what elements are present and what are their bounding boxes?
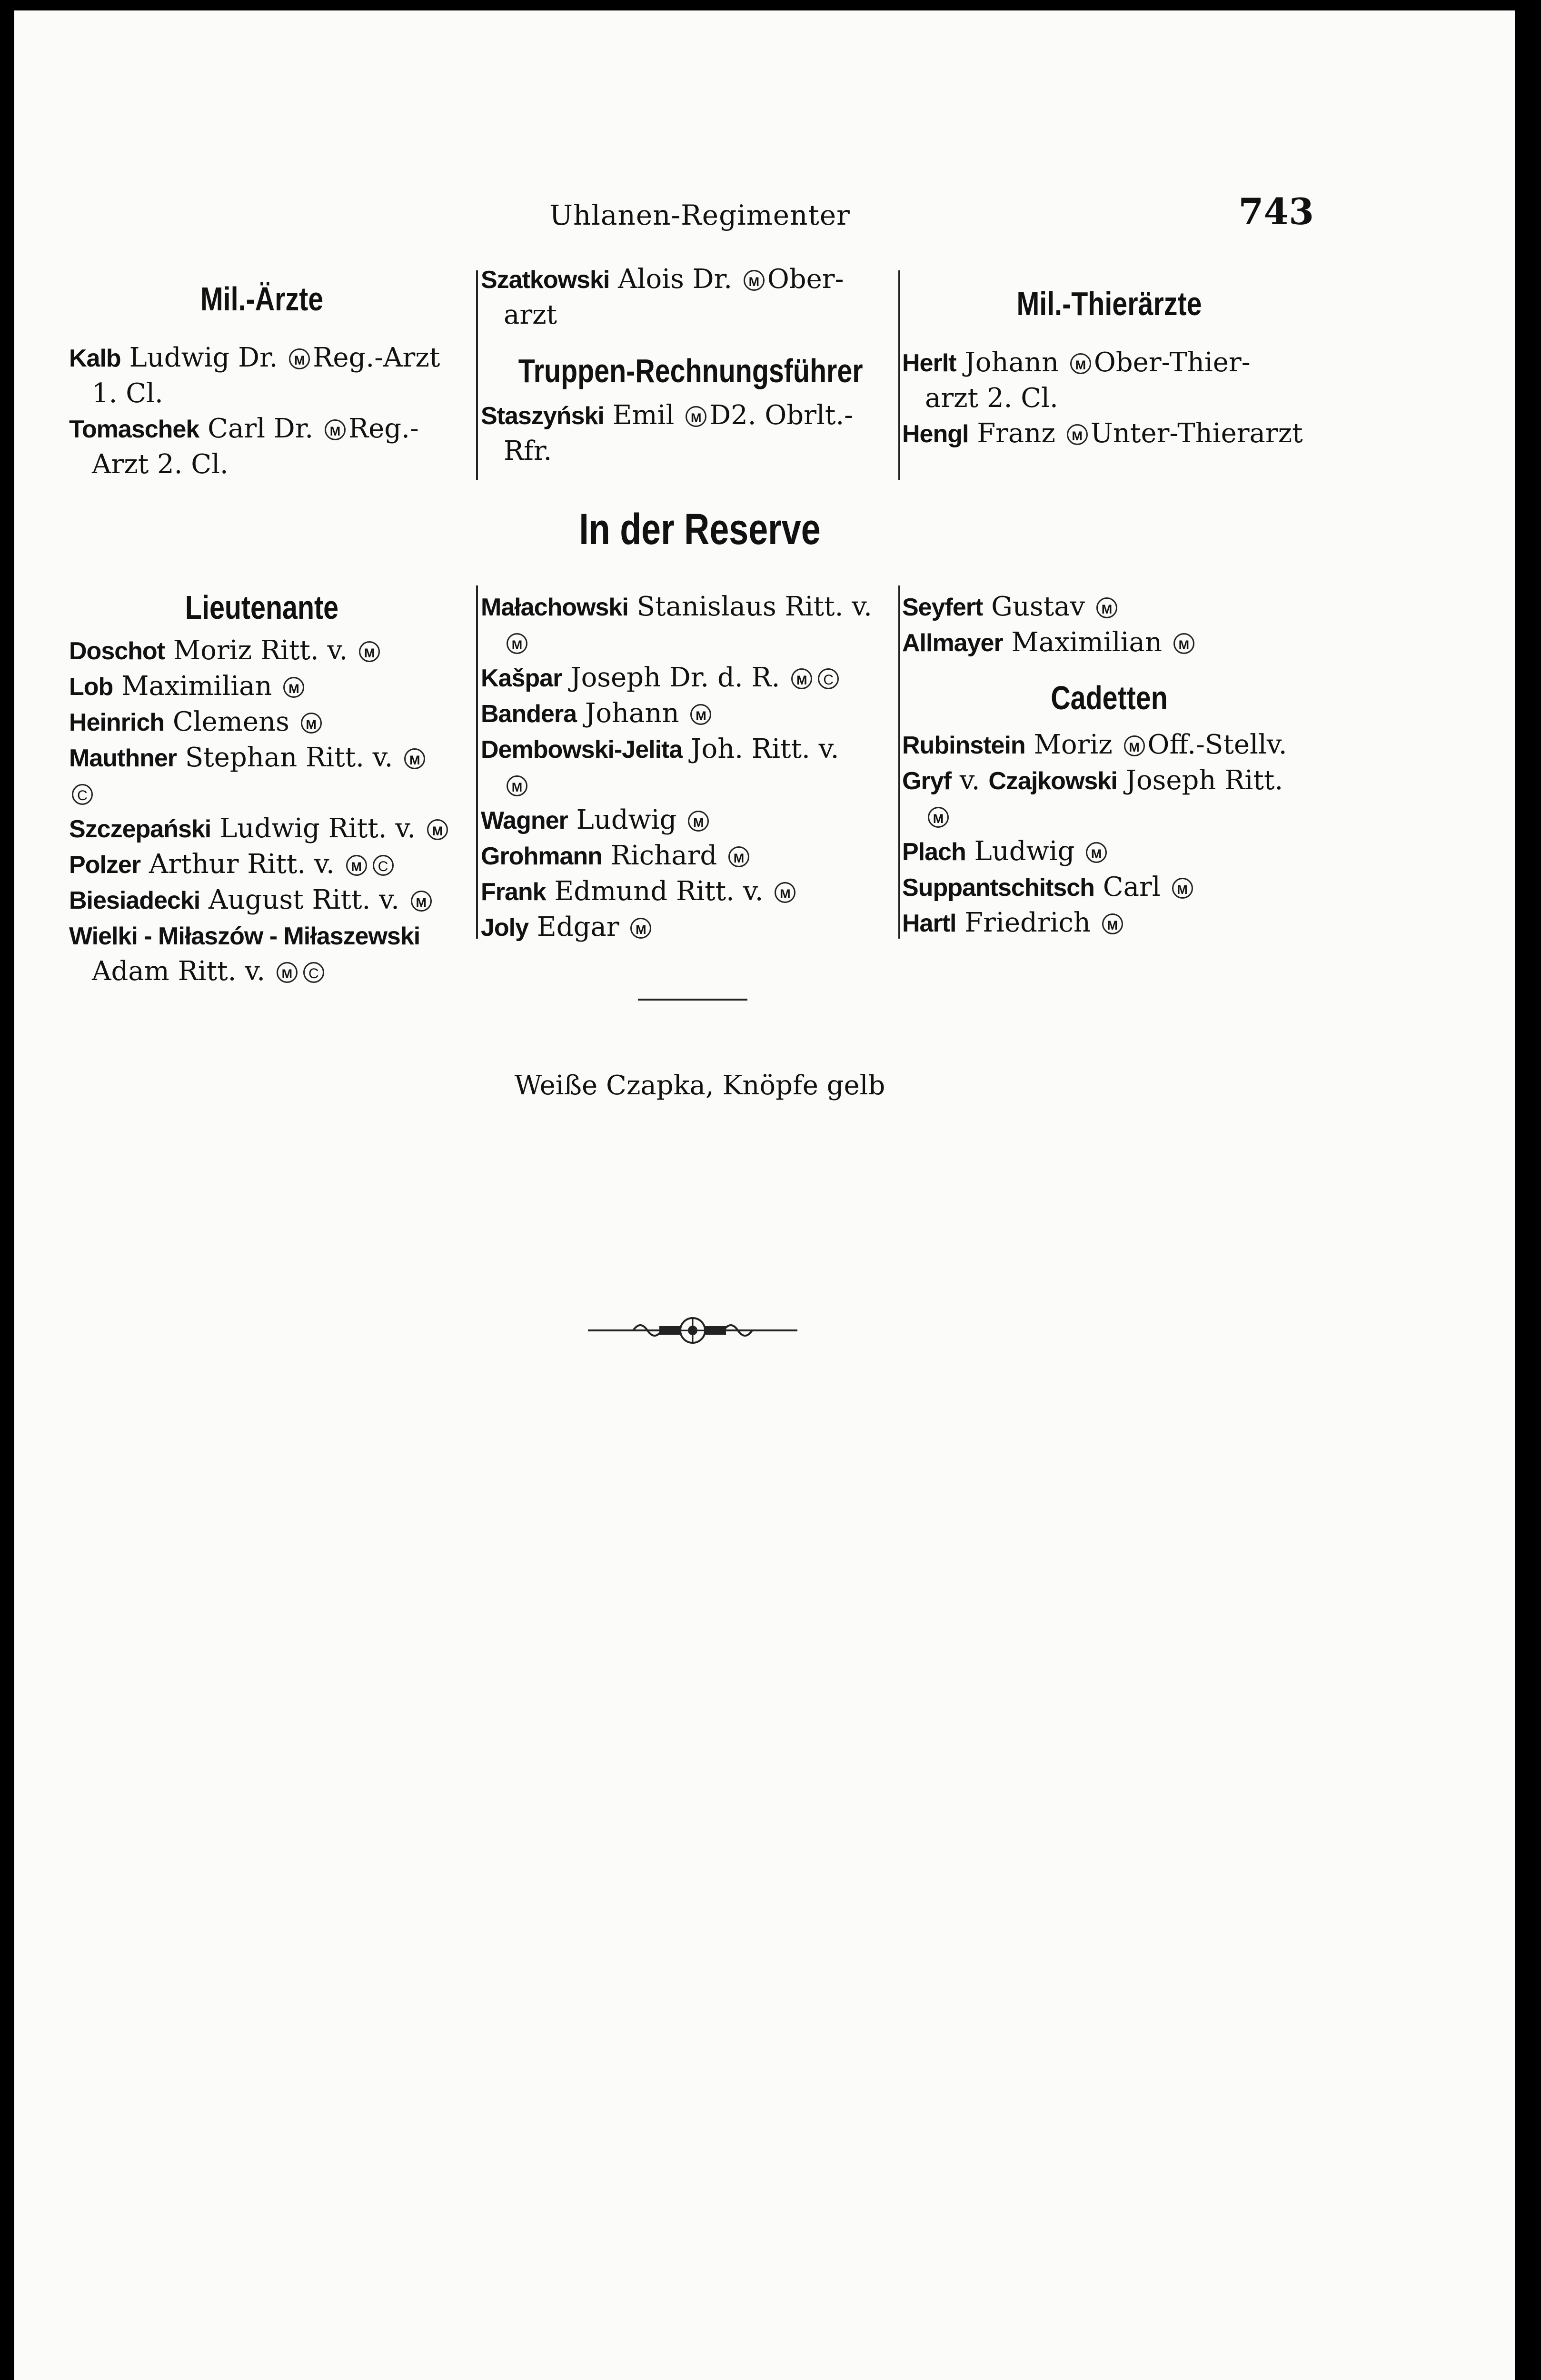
- running-head: Uhlanen-Regimenter: [549, 199, 850, 231]
- person-details: Arthur Ritt. v.: [149, 849, 335, 880]
- person-details: v.: [959, 765, 980, 796]
- entry-row: [69, 883, 455, 918]
- merit-mark-icon: M: [690, 704, 711, 725]
- person-surname: Małachowski: [481, 594, 628, 621]
- continuation-line: [481, 298, 897, 333]
- merit-mark-icon: M: [404, 748, 425, 769]
- entry-row: [69, 918, 455, 989]
- section-heading: Mil.-Thierärzte: [1016, 285, 1202, 322]
- continuation-text: Rfr.: [504, 436, 552, 466]
- entry-row: [481, 262, 897, 333]
- section-mil-aerzte: [69, 281, 455, 482]
- person-details: August Ritt. v.: [209, 884, 399, 915]
- person-surname: Heinrich: [69, 709, 165, 736]
- person-details: Johann: [964, 347, 1059, 378]
- person-details: Joseph Ritt.: [1125, 765, 1283, 796]
- entry-list: [902, 727, 1316, 941]
- entry-list: [69, 340, 455, 482]
- person-surname: Wagner: [481, 807, 568, 834]
- entry-row: [902, 834, 1316, 870]
- entry-row: [481, 803, 897, 838]
- person-surname: Allmayer: [902, 629, 1003, 657]
- entry-row: [481, 910, 897, 945]
- section-heading: Truppen-Rechnungsführer: [518, 352, 863, 389]
- entry-row: [902, 763, 1316, 834]
- merit-mark-icon: M: [1102, 913, 1123, 934]
- column-divider-bottom-left: [476, 585, 478, 939]
- person-surname: Szatkowski: [481, 266, 610, 294]
- person-details: Ludwig Ritt. v.: [219, 813, 416, 844]
- person-surname: Hengl: [902, 420, 969, 448]
- merit-mark-icon: M: [346, 855, 367, 876]
- continuation-line: [902, 381, 1316, 416]
- entry-row: [481, 732, 897, 803]
- merit-mark-icon: M: [775, 882, 795, 903]
- entry-row: [69, 704, 455, 740]
- person-details: Alois Dr.: [618, 264, 732, 295]
- person-details: Emil: [612, 400, 675, 431]
- continuation-text: arzt: [504, 299, 557, 330]
- person-details: Joseph Dr. d. R.: [570, 662, 780, 693]
- person-surname: Doschot: [69, 637, 165, 665]
- entry-row: [481, 874, 897, 910]
- merit-mark-icon: M: [630, 918, 651, 939]
- merit-mark-icon: M: [1172, 878, 1193, 899]
- person-surname: Wielki - Miłaszów - Miłaszewski: [69, 922, 420, 950]
- entry-row: [902, 589, 1316, 625]
- merit-mark-icon: M: [1086, 842, 1107, 863]
- column-divider-top-right: [898, 270, 900, 480]
- merit-mark-icon: M: [791, 668, 812, 689]
- person-surname: Bandera: [481, 700, 577, 728]
- merit-mark-icon: M: [928, 807, 949, 828]
- continuation-line: [481, 767, 897, 803]
- merit-mark-icon: M: [688, 811, 709, 832]
- person-surname: Frank: [481, 878, 546, 906]
- person-details: Ludwig Dr.: [129, 342, 278, 373]
- person-surname: Gryf: [902, 767, 951, 795]
- rank-text: Unter-Thierarzt: [1090, 418, 1303, 449]
- person-surname: Seyfert: [902, 594, 983, 621]
- entry-list: [481, 398, 897, 469]
- section-end-rule: [638, 999, 747, 1001]
- entry-list: [902, 589, 1316, 661]
- entry-row: [69, 633, 455, 669]
- section-heading: Cadetten: [1051, 679, 1168, 716]
- entry-row: [69, 740, 455, 811]
- merit-mark-icon: M: [507, 633, 527, 654]
- person-surname: Lob: [69, 673, 113, 701]
- entry-row: [69, 340, 455, 411]
- entry-row: [902, 727, 1316, 763]
- person-surname: Polzer: [69, 851, 141, 879]
- rank-text: Ober-Thier-: [1094, 347, 1251, 378]
- person-details: Johann: [585, 698, 679, 729]
- person-details: Edmund Ritt. v.: [554, 876, 764, 907]
- person-details: Maximilian: [121, 671, 272, 702]
- uniform-note: Weiße Czapka, Knöpfe gelb: [514, 1070, 885, 1101]
- continuation-line: [481, 434, 897, 469]
- continuation-text: Arzt 2. Cl.: [92, 449, 229, 480]
- entry-row: [69, 411, 455, 482]
- entry-row: [481, 660, 897, 696]
- section-heading: Lieutenante: [185, 589, 339, 626]
- person-surname: Kalb: [69, 345, 121, 372]
- section-mid-top: [481, 262, 897, 469]
- entry-row: [902, 870, 1316, 905]
- continuation-text: Adam Ritt. v.: [92, 956, 266, 987]
- entry-row: [481, 398, 897, 469]
- section-lieutenante: [69, 589, 455, 989]
- rank-text: Reg.-: [348, 413, 419, 444]
- person-details: Stephan Ritt. v.: [185, 742, 393, 773]
- entry-list: [902, 345, 1316, 452]
- section-mid-reserve: [481, 589, 897, 945]
- person-surname: Grohmann: [481, 843, 602, 870]
- cross-mark-icon: C: [303, 962, 324, 983]
- person-surname: Dembowski-Jelita: [481, 736, 683, 764]
- person-surname: Hartl: [902, 910, 956, 937]
- person-details: Richard: [610, 840, 717, 871]
- continuation-line: [69, 954, 455, 989]
- merit-mark-icon: M: [411, 891, 432, 912]
- entry-row: [69, 811, 455, 847]
- entry-row: [902, 625, 1316, 661]
- column-divider-top-left: [476, 270, 478, 480]
- person-details: Stanislaus Ritt. v.: [636, 591, 872, 622]
- merit-mark-icon: M: [686, 406, 706, 427]
- entry-row: [481, 589, 897, 660]
- merit-mark-icon: M: [1067, 424, 1088, 445]
- person-surname: Plach: [902, 838, 966, 866]
- section-mil-thieraerzte: [902, 286, 1316, 452]
- merit-mark-icon: M: [1070, 353, 1091, 374]
- section-right-reserve: [902, 589, 1316, 941]
- continuation-line: [481, 625, 897, 660]
- cross-mark-icon: C: [72, 784, 93, 805]
- continuation-line: [69, 376, 455, 411]
- merit-mark-icon: M: [325, 419, 346, 440]
- person-surname: Rubinstein: [902, 732, 1025, 759]
- entry-row: [902, 905, 1316, 941]
- entry-list: [481, 589, 897, 945]
- person-details: Maximilian: [1011, 627, 1163, 658]
- rank-text: Ober-: [767, 264, 844, 295]
- page-number: 743: [1238, 190, 1314, 233]
- continuation-text: arzt 2. Cl.: [925, 383, 1058, 414]
- merit-mark-icon: M: [1173, 633, 1194, 654]
- person-surname: Biesiadecki: [69, 887, 200, 914]
- person-details: Edgar: [537, 912, 619, 942]
- merit-mark-icon: M: [1124, 735, 1145, 756]
- rank-text: D2. Obrlt.-: [709, 400, 854, 431]
- merit-mark-icon: M: [301, 713, 322, 734]
- entry-list: [69, 633, 455, 989]
- column-divider-bottom-right: [898, 585, 900, 939]
- ornamental-rule-icon: [588, 1314, 797, 1347]
- entry-row: [69, 669, 455, 704]
- continuation-line: [69, 447, 455, 482]
- person-surname: Mauthner: [69, 744, 177, 772]
- merit-mark-icon: M: [427, 819, 448, 840]
- merit-mark-icon: M: [728, 846, 749, 867]
- continuation-line: [902, 799, 1316, 834]
- merit-mark-icon: M: [744, 270, 765, 291]
- merit-mark-icon: M: [289, 348, 310, 369]
- person-details: Moriz Ritt. v.: [173, 635, 348, 666]
- person-details: Gustav: [991, 591, 1085, 622]
- person-details: Friedrich: [964, 907, 1091, 938]
- merit-mark-icon: M: [359, 641, 380, 662]
- person-surname: Staszyński: [481, 402, 604, 430]
- merit-mark-icon: M: [507, 775, 527, 796]
- rank-text: Reg.-Arzt: [313, 342, 440, 373]
- entry-row: [69, 847, 455, 883]
- merit-mark-icon: M: [277, 962, 298, 983]
- cross-mark-icon: C: [373, 855, 394, 876]
- continuation-text: 1. Cl.: [92, 378, 163, 409]
- rank-text: Off.-Stellv.: [1147, 729, 1287, 760]
- person-surname: Herlt: [902, 349, 956, 377]
- merit-mark-icon: M: [283, 677, 304, 698]
- entry-list: [481, 262, 897, 333]
- person-surname: Suppantschitsch: [902, 874, 1094, 902]
- entry-row: [481, 696, 897, 732]
- merit-mark-icon: M: [1096, 597, 1117, 618]
- reserve-heading: In der Reserve: [579, 505, 821, 554]
- entry-row: [902, 345, 1316, 416]
- person-surname: Kašpar: [481, 664, 562, 692]
- person-details: Ludwig: [576, 804, 677, 835]
- person-details: Joh. Ritt. v.: [691, 734, 839, 764]
- person-details: Ludwig: [974, 836, 1075, 867]
- entry-row: [481, 838, 897, 874]
- person-surname: Joly: [481, 914, 529, 942]
- person-surname: Tomaschek: [69, 416, 199, 443]
- person-surname: Czajkowski: [988, 767, 1117, 795]
- cross-mark-icon: C: [818, 668, 839, 689]
- person-details: Clemens: [172, 706, 289, 737]
- entry-row: [902, 416, 1316, 452]
- person-details: Franz: [977, 418, 1055, 449]
- person-details: Moriz: [1034, 729, 1113, 760]
- person-details: Carl: [1103, 872, 1161, 902]
- person-surname: Szczepański: [69, 815, 211, 843]
- section-heading: Mil.-Ärzte: [200, 280, 324, 317]
- person-details: Carl Dr.: [208, 413, 314, 444]
